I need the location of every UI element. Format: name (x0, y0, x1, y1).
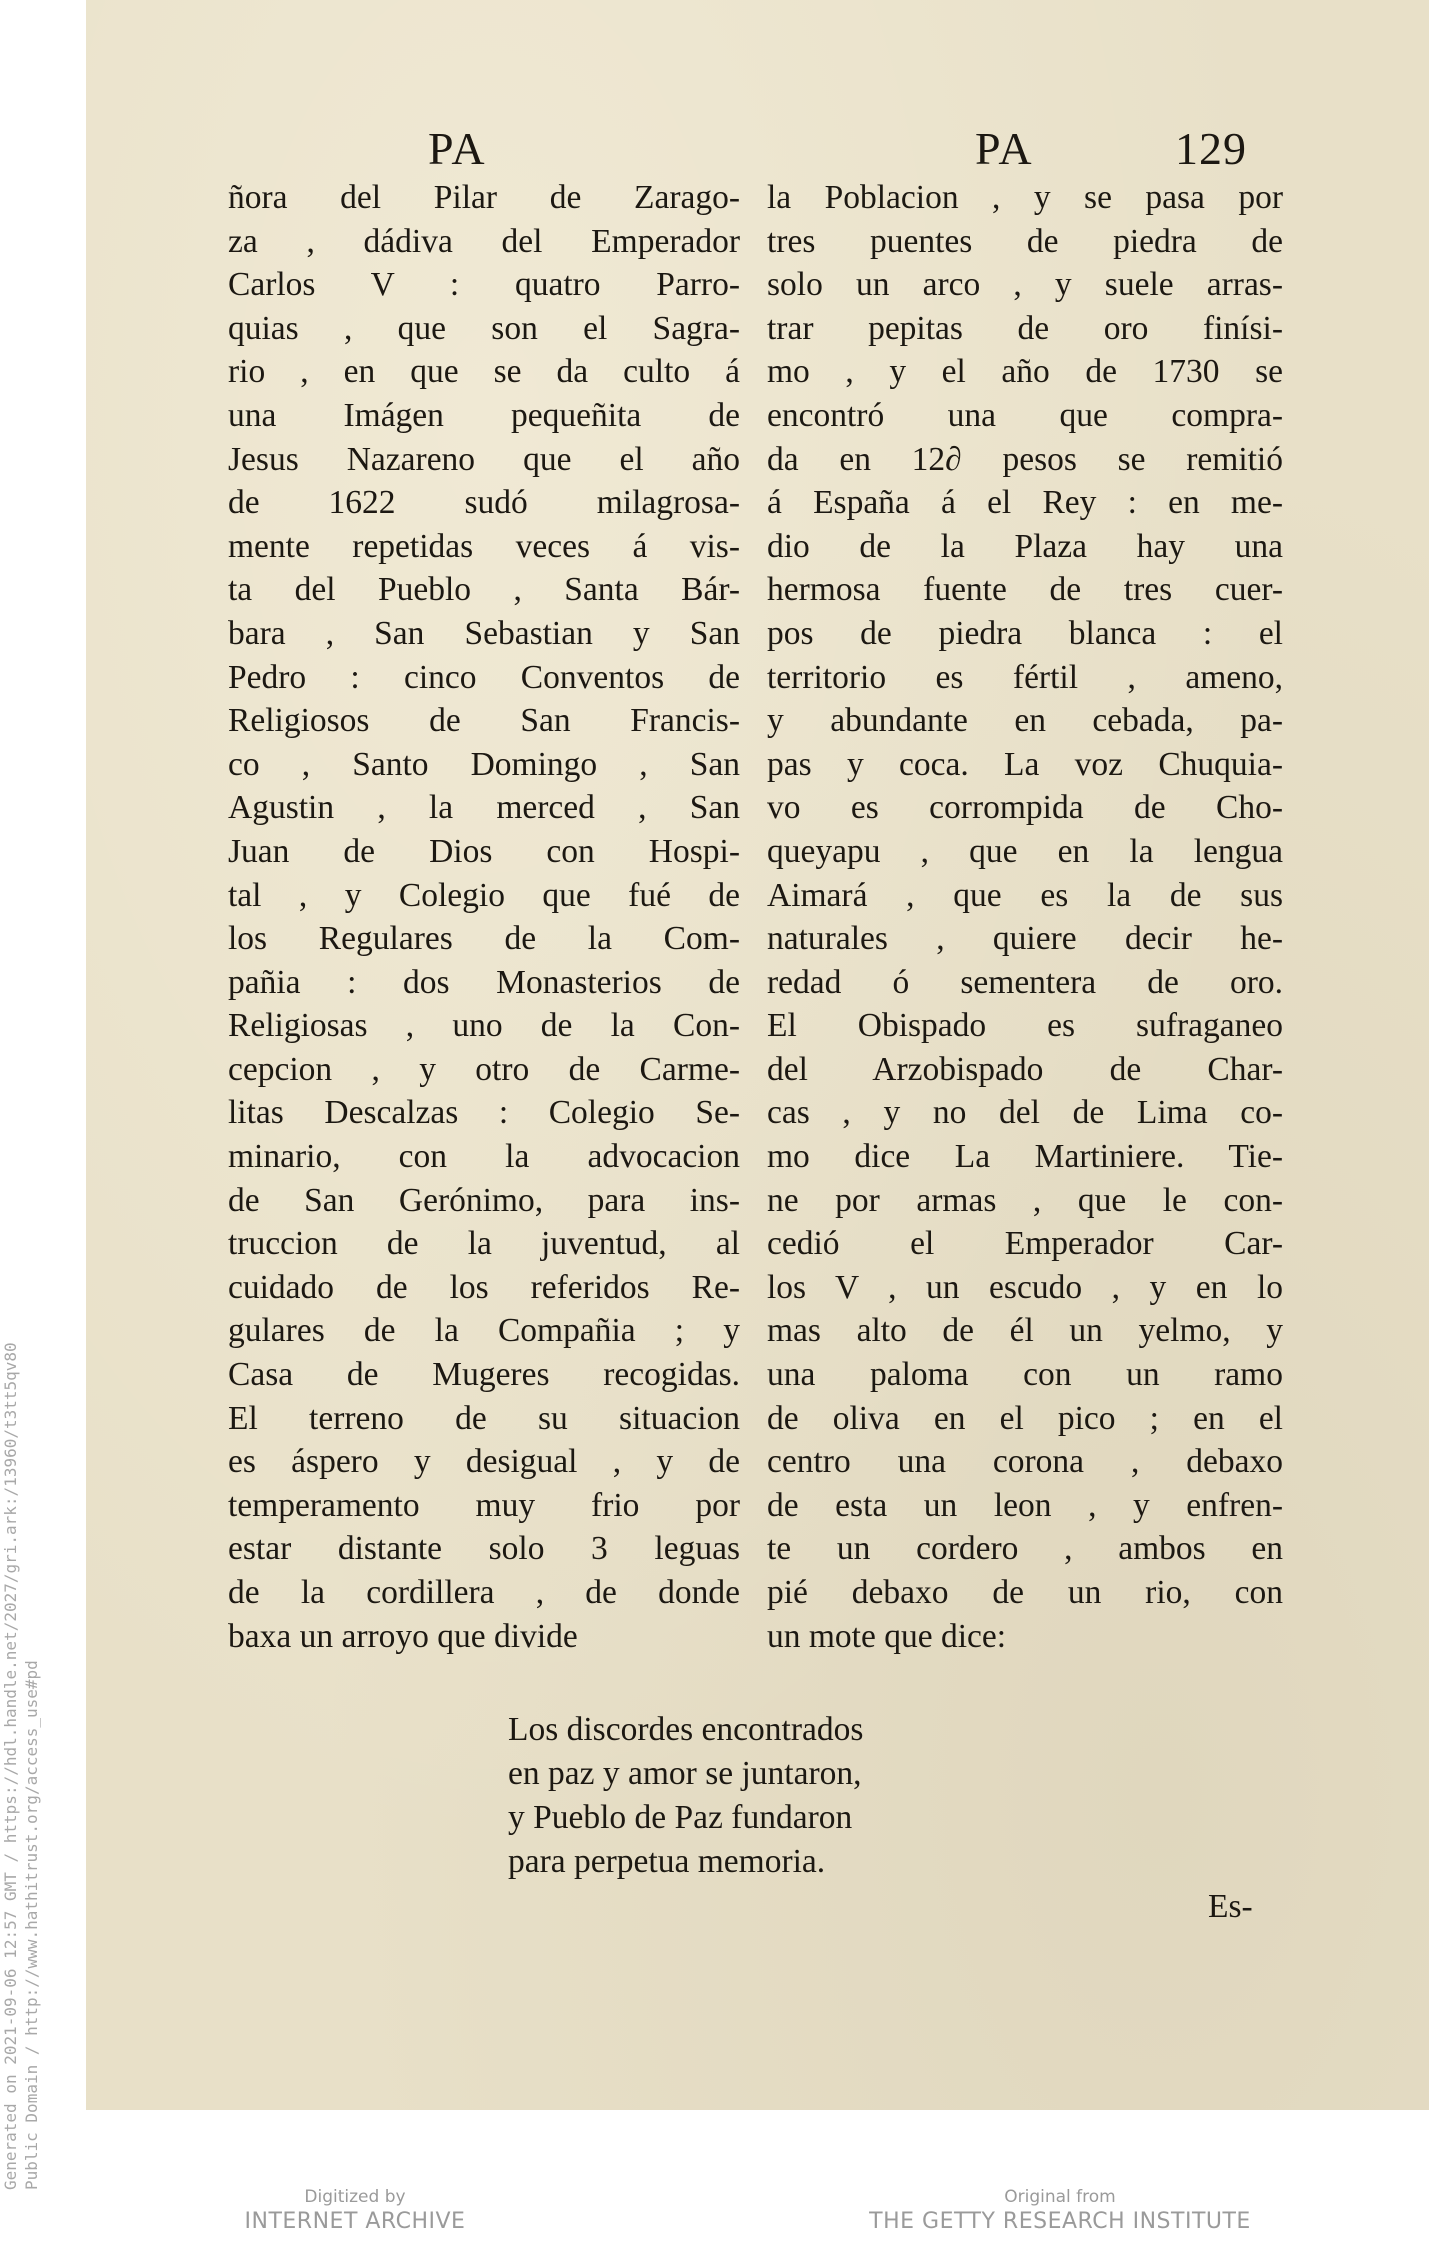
text-line: es áspero y desigual , y de (228, 1443, 740, 1481)
text-line: Aimará , que es la de sus (767, 876, 1283, 914)
page-number: 129 (1175, 123, 1247, 174)
text-line: litas Descalzas : Colegio Se- (228, 1094, 740, 1132)
text-line: pié debaxo de un rio, con (767, 1574, 1283, 1611)
text-line: da en 12∂ pesos se remitió (767, 440, 1283, 478)
text-line: bara , San Sebastian y San (228, 614, 740, 652)
text-line: de oliva en el pico ; en el (767, 1399, 1283, 1437)
text-line: un mote que dice: (767, 1617, 1007, 1655)
catchword: Es- (1208, 1888, 1253, 1925)
text-line: co , Santo Domingo , San (228, 745, 740, 783)
text-line: ne por armas , que le con- (767, 1181, 1283, 1219)
text-line: de esta un leon , y enfren- (767, 1486, 1283, 1524)
text-line: Pedro : cinco Conventos de (228, 658, 740, 696)
text-line: quias , que son el Sagra- (228, 309, 740, 347)
text-line: solo un arco , y suele arras- (767, 266, 1283, 304)
text-line: una Imágen pequeñita de (228, 396, 740, 434)
watermark-line: Generated on 2021-09-06 12:57 GMT / https://hdl.handle.net/2027/gri.ark:/13960/t3tt5qv80 (1, 1342, 20, 2190)
text-line: hermosa fuente de tres cuer- (767, 571, 1283, 609)
text-line: baxa un arroyo que divide (228, 1617, 578, 1655)
text-line: Agustin , la merced , San (228, 789, 740, 827)
text-line: redad ó sementera de oro. (767, 963, 1283, 1001)
original-from-label: Original from (1004, 2187, 1116, 2207)
text-line: mo dice La Martiniere. Tie- (767, 1138, 1283, 1176)
text-line: del Arzobispado de Char- (767, 1050, 1283, 1088)
text-line: pañia : dos Monasterios de (228, 963, 740, 1001)
running-header-right: PA (975, 123, 1034, 174)
text-line: estar distante solo 3 leguas (228, 1530, 740, 1568)
text-line: encontró una que compra- (767, 396, 1283, 434)
text-line: temperamento muy frio por (228, 1486, 740, 1524)
digitized-by-credit (230, 2186, 480, 2236)
text-line: territorio es fértil , ameno, (767, 658, 1283, 696)
text-line: de la cordillera , de donde (228, 1574, 740, 1611)
verse-line: Los discordes encontrados (508, 1711, 864, 1748)
access-watermark (0, 100, 42, 2200)
text-line: la Poblacion , y se pasa por (767, 179, 1283, 216)
running-header-left: PA (428, 123, 487, 174)
text-line: ta del Pueblo , Santa Bár- (228, 571, 740, 609)
text-line: de San Gerónimo, para ins- (228, 1181, 740, 1219)
text-line: los Regulares de la Com- (228, 920, 740, 958)
text-line: vo es corrompida de Cho- (767, 789, 1283, 827)
text-line: ñora del Pilar de Zarago- (228, 179, 740, 216)
text-line: Juan de Dios con Hospi- (228, 832, 740, 870)
text-line: Religiosas , uno de la Con- (228, 1007, 740, 1045)
text-line: pos de piedra blanca : el (767, 614, 1283, 652)
text-line: Religiosos de San Francis- (228, 702, 740, 740)
text-line: y abundante en cebada, pa- (767, 702, 1283, 740)
text-line: truccion de la juventud, al (228, 1225, 740, 1263)
right-text-column (767, 176, 1283, 1658)
watermark-line: Public Domain / http://www.hathitrust.org/access_use#pd (22, 1660, 41, 2190)
digitized-by-label: Digitized by (304, 2187, 406, 2207)
text-line: centro una corona , debaxo (767, 1443, 1283, 1481)
text-line: queyapu , que en la lengua (767, 832, 1283, 870)
text-line: á España á el Rey : en me- (767, 484, 1283, 522)
verse-line: para perpetua memoria. (508, 1843, 826, 1880)
text-line: cas , y no del de Lima co- (767, 1094, 1283, 1132)
text-line: Carlos V : quatro Parro- (228, 266, 740, 304)
text-line: cedió el Emperador Car- (767, 1225, 1283, 1263)
text-line: tal , y Colegio que fué de (228, 876, 740, 914)
getty-institute-label: THE GETTY RESEARCH INSTITUTE (869, 2209, 1251, 2234)
text-line: mas alto de él un yelmo, y (767, 1312, 1283, 1350)
original-from-credit (860, 2186, 1260, 2236)
text-line: dio de la Plaza hay una (767, 527, 1283, 565)
text-line: El terreno de su situacion (228, 1399, 740, 1437)
text-line: minario, con la advocacion (228, 1138, 740, 1176)
text-line: gulares de la Compañia ; y (228, 1312, 740, 1350)
text-line: tres puentes de piedra de (767, 222, 1283, 260)
text-line: mente repetidas veces á vis- (228, 527, 740, 565)
text-line: Jesus Nazareno que el año (228, 440, 740, 478)
text-line: pas y coca. La voz Chuquia- (767, 745, 1283, 783)
internet-archive-label: INTERNET ARCHIVE (244, 2209, 466, 2234)
text-line: Casa de Mugeres recogidas. (228, 1356, 740, 1394)
text-line: cepcion , y otro de Carme- (228, 1050, 740, 1088)
text-line: una paloma con un ramo (767, 1356, 1283, 1394)
text-line: za , dádiva del Emperador (228, 222, 740, 260)
text-line: mo , y el año de 1730 se (767, 353, 1283, 391)
motto-verse (508, 1708, 863, 1884)
text-line: cuidado de los referidos Re- (228, 1268, 740, 1306)
text-line: de 1622 sudó milagrosa- (228, 484, 740, 522)
text-line: los V , un escudo , y en lo (767, 1268, 1283, 1306)
text-line: trar pepitas de oro finísi- (767, 309, 1283, 347)
text-line: rio , en que se da culto á (228, 353, 740, 391)
text-line: El Obispado es sufraganeo (767, 1007, 1283, 1045)
text-line: te un cordero , ambos en (767, 1530, 1283, 1568)
verse-line: y Pueblo de Paz fundaron (508, 1799, 853, 1836)
text-line: naturales , quiere decir he- (767, 920, 1283, 958)
left-text-column (228, 176, 740, 1658)
verse-line: en paz y amor se juntaron, (508, 1755, 862, 1792)
